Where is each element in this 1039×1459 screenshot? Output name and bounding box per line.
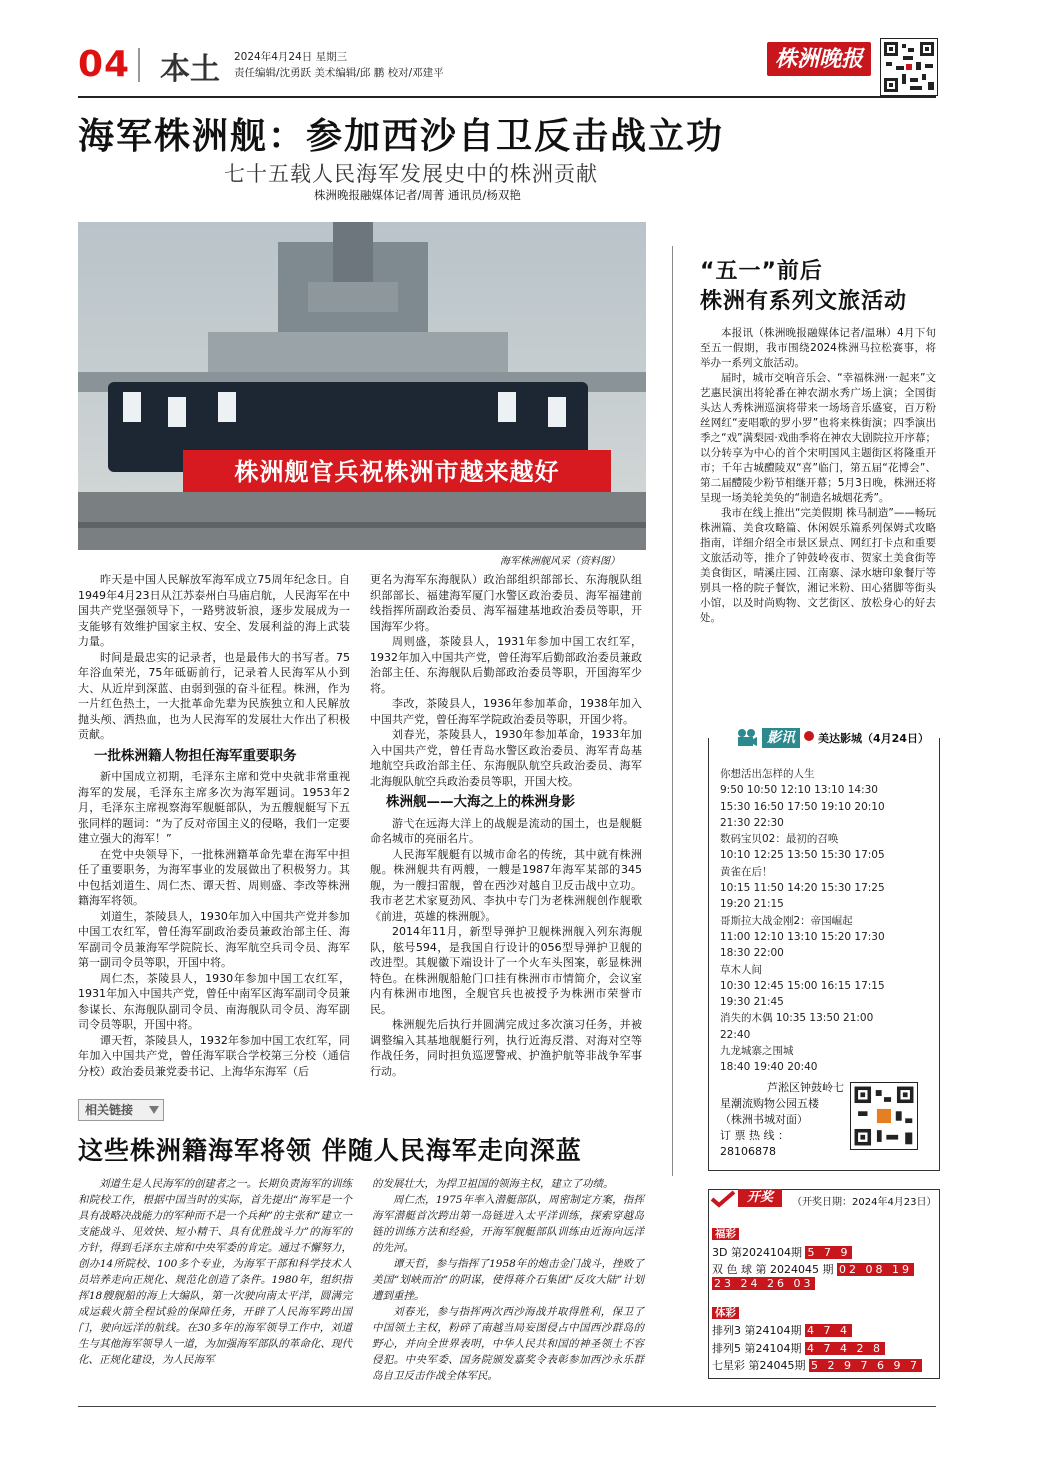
paragraph: 的发展壮大，为捍卫祖国的领海主权，建立了功绩。 bbox=[372, 1178, 614, 1190]
movie-line: 消失的木偶 10:35 13:50 21:00 bbox=[720, 1012, 874, 1025]
qr-code-icon bbox=[880, 38, 938, 96]
lottery-row bbox=[712, 1357, 922, 1373]
paragraph: 刘道生是人民海军的创建者之一。长期负责海军的训练和院校工作，根据中国当时的实际，首先提出“海军是一个具有战略决战能力的军种而不是一个兵种”的主张和“建立一支能战斗、见效快、短小精干、具有优胜战斗力”的海军的方针，得到毛泽东主席和中央军委的肯定。通过不懈努力，创办14所院校、100多个专业，为海军干部和科学技术人员培养走向正规化、规范化创造了条件。1980年，组织指挥18艘舰船的海上大编队，第一次驶向南太平洋，圆满完成运载火箭全程试验的保障任务，开辟了人民海军跨出国门，驶向远洋的航线。在30多年的海军领导工作中，刘道生与其他海军领导人一道，为加强海军部队的革命化、现代化、正规化建设，为人民海军 bbox=[78, 1178, 352, 1366]
paragraph: 昨天是中国人民解放军海军成立75周年纪念日。自1949年4月23日从江苏泰州白马庙启航，人民海军在中国共产党坚强领导下，一路劈波斩浪，逐步发展成为一支能够有效维护国家主权、安全、发展利益的海上武装力量。 bbox=[78, 573, 350, 648]
newspaper-logo: 株洲晚报 bbox=[767, 42, 871, 76]
related-headline: 这些株洲籍海军将领 伴随人民海军走向深蓝 bbox=[78, 1136, 582, 1165]
cinema-address bbox=[720, 1080, 844, 1160]
movie-line: 数码宝贝02：最初的召唤 bbox=[720, 833, 839, 846]
winning-numbers: 4 7 4 2 8 bbox=[807, 1342, 883, 1355]
editors-line: 责任编辑/沈勇跃 美术编辑/邱 鹏 校对/邓建平 bbox=[234, 67, 444, 79]
check-mark-icon bbox=[710, 1190, 736, 1208]
paragraph: 新中国成立初期，毛泽东主席和党中央就非常重视海军的发展，毛泽东主席多次为海军题词。1953年2月，毛泽东主席视察海军舰艇部队，为五艘舰艇写下五张同样的题词：“为了反对帝国主义的侵略，我们一定要建立强大的海军！” bbox=[78, 770, 350, 845]
winning-numbers: 5 2 9 7 6 9 7 bbox=[811, 1359, 920, 1372]
paragraph: 人民海军舰艇有以城市命名的传统，其中就有株洲舰。株洲舰共有两艘，一艘是1987年海军某部的345舰，为一艘扫雷舰，曾在西沙对越自卫反击战中立功。我市老艺术家夏劲风、李执中专门为老株洲舰创作舰歌《前进，英雄的株洲舰》。 bbox=[370, 847, 642, 923]
photo-banner-text: 株洲舰官兵祝株洲市越来越好 bbox=[234, 458, 560, 486]
movie-line: 9:50 10:50 12:10 13:10 14:30 bbox=[720, 784, 878, 797]
cinema-qr-code-icon bbox=[850, 1082, 918, 1150]
ship-crew-photo bbox=[78, 222, 646, 550]
film-camera-icon bbox=[736, 728, 758, 748]
movie-line: 你想活出怎样的人生 bbox=[720, 768, 815, 780]
column-divider bbox=[672, 246, 673, 1176]
row-label: 双 色 球 第 2024045 期 bbox=[712, 1263, 834, 1276]
lead-byline: 株洲晚报融媒体记者/周菁 通讯员/杨双艳 bbox=[314, 188, 521, 202]
paragraph: 在党中央领导下，一批株洲籍革命先辈在海军中担任了重要职务，为海军事业的发展做出了积极努力。其中包括刘道生、周仁杰、谭天哲、周则盛、李改等株洲籍海军将领。 bbox=[78, 847, 350, 907]
row-label: 3D 第2024104期 bbox=[712, 1246, 802, 1259]
movie-line: 18:30 22:00 bbox=[720, 947, 784, 960]
movie-line: 10:10 12:25 13:50 15:30 17:05 bbox=[720, 849, 885, 862]
row-label: 七星彩 第24045期 bbox=[712, 1359, 806, 1372]
cinema-name: 美达影城（4月24日） bbox=[818, 732, 929, 745]
winning-numbers: 23 24 26 03 bbox=[714, 1277, 814, 1290]
paragraph: 刘春光，茶陵县人，1930年参加革命，1933年加入中国共产党，曾任青岛水警区政治委员、海军青岛基地航空兵政治部主任、东海舰队航空兵政治委员、海军北海舰队航空兵政治委员等职，开国大校。 bbox=[370, 728, 642, 788]
movie-line: 15:30 16:50 17:50 19:10 20:10 bbox=[720, 800, 885, 813]
group-label: 福彩 bbox=[712, 1228, 739, 1240]
lottery-row bbox=[712, 1244, 852, 1260]
header-divider bbox=[138, 48, 140, 82]
sidebar-title-line-1: “五一”前后 bbox=[700, 259, 823, 284]
group-label: 体彩 bbox=[712, 1307, 739, 1319]
lottery-row bbox=[712, 1261, 914, 1277]
paragraph: 周仁杰，茶陵县人，1930年参加中国工农红军，1931年加入中国共产党，曾任中南军区海军副司令员兼参谋长、东海舰队副司令员、南海舰队司令员、海军副司令员等职，开国中将。 bbox=[78, 971, 350, 1031]
address-line: （株洲书城对面） bbox=[720, 1113, 808, 1126]
movie-line: 11:00 12:10 13:10 15:20 17:30 bbox=[720, 930, 885, 943]
paragraph: 李改，茶陵县人，1936年参加革命，1938年加入中国共产党，曾任海军学院政治委员等职，开国少将。 bbox=[370, 697, 642, 726]
paragraph: 谭天哲，参与指挥了1958年的炮击金门战斗，挫败了美国“划峡而治”的阴谋，使得蒋介石集团“反攻大陆”计划遭到重挫。 bbox=[372, 1258, 644, 1302]
movie-line: 黄雀在后！ bbox=[720, 865, 773, 878]
address-line: 芦淞区钟鼓岭七 bbox=[767, 1081, 844, 1094]
lottery-row bbox=[712, 1340, 885, 1356]
address-line: 星潮流购物公园五楼 bbox=[720, 1097, 819, 1110]
date-line: 2024年4月24日 星期三 bbox=[234, 51, 348, 63]
paragraph: 更名为海军东海舰队）政治部组织部部长、东海舰队组织部部长、福建海军厦门水警区政治委员、海军福建前线指挥所副政治委员、海军福建基地政治委员等职，开国海军少将。 bbox=[370, 573, 642, 633]
sidebar-body bbox=[700, 326, 936, 626]
paragraph: 周仁杰，1975年率入潜艇部队，周密制定方案，指挥海军潜艇首次跨出第一岛链进入太平洋训练，探索穿越岛链的训练方法和经验，开海军舰艇部队训练由近海向远洋的先河。 bbox=[372, 1194, 644, 1254]
subheading: 株洲舰——大海之上的株洲身影 bbox=[386, 794, 575, 810]
movie-line: 18:40 19:40 20:40 bbox=[720, 1061, 818, 1074]
lottery-row bbox=[712, 1322, 852, 1338]
lottery-group-welfare bbox=[712, 1226, 739, 1241]
winning-numbers: 02 08 19 bbox=[838, 1263, 912, 1276]
movie-line: 10:30 12:45 15:00 16:15 17:15 bbox=[720, 979, 885, 992]
paragraph: 届时，城市交响音乐会、“幸福株洲·一起来”文艺惠民演出将轮番在神农湖水秀广场上演；全国街头达人秀株洲巡演将带来一场场音乐盛宴，百万粉丝网红“麦唱歌的罗小罗”也将来株街演；四季演出季之“戏”满梨园·戏曲季将在神农大剧院拉开序幕；以分转享为中心的首个宋明国风主题街区将隆重开市；千年古城醴陵双“喜”临门，第五届“花博会”、第二届醴陵少粉节相继开幕；5月3日晚，株洲还将呈现一场美轮美奂的“制造名城烟花秀”。 bbox=[700, 372, 936, 504]
page-number: 04 bbox=[78, 44, 131, 85]
paragraph: 刘道生，茶陵县人，1930年加入中国共产党并参加中国工农红军，曾任海军副政治委员兼政治部主任、海军副司令员兼海军学院院长、海军航空兵司令员、海军第一副司令员等职，开国中将。 bbox=[78, 909, 350, 969]
triangle-down-icon bbox=[149, 1106, 159, 1114]
paragraph: 游弋在远海大洋上的战舰是流动的国土，也是舰艇命名城市的亮丽名片。 bbox=[370, 816, 642, 845]
footer-rule bbox=[78, 1406, 936, 1407]
paragraph: 株洲舰先后执行并圆满完成过多次演习任务，并被调整编入其基地舰艇行列，执行近海反潜、对海对空等作战任务，同时担负巡逻警戒、护渔护航等非战争军事行动。 bbox=[370, 1018, 642, 1078]
lottery-header bbox=[706, 1188, 790, 1210]
lead-subhead: 七十五载人民海军发展史中的株洲贡献 bbox=[224, 162, 598, 186]
ticket-phone: 28106878 bbox=[720, 1145, 776, 1158]
movie-badge: 影讯 bbox=[762, 728, 800, 748]
subheading: 一批株洲籍人物担任海军重要职务 bbox=[94, 747, 297, 764]
related-tag-label: 相关链接 bbox=[85, 1103, 134, 1117]
movie-line: 19:20 21:15 bbox=[720, 898, 784, 911]
paragraph: 本报讯（株洲晚报融媒体记者/温琳）4月下旬至五一假期，我市围绕2024株洲马拉松赛事，将举办一系列文旅活动。 bbox=[700, 327, 936, 369]
paragraph: 周则盛，茶陵县人，1931年参加中国工农红军，1932年加入中国共产党，曾任海军后勤部政治委员兼政治部主任、东海舰队后勤部政治委员等职，开国海军少将。 bbox=[370, 635, 642, 695]
sidebar-title-line-2: 株洲有系列文旅活动 bbox=[700, 289, 908, 314]
movie-line: 10:15 11:50 14:20 15:30 17:25 bbox=[720, 882, 885, 895]
movie-box-header bbox=[708, 728, 939, 750]
lead-headline: 海军株洲舰：参加西沙自卫反击战立功 bbox=[78, 116, 725, 157]
movie-line: 22:40 bbox=[720, 1028, 751, 1041]
movie-line: 草木人间 bbox=[720, 963, 762, 976]
address-line: 订 票 热 线 ： bbox=[720, 1129, 789, 1142]
dot-icon bbox=[804, 731, 814, 741]
movie-schedule bbox=[720, 766, 885, 1076]
movie-line: 九龙城寨之围城 bbox=[720, 1045, 794, 1058]
row-label: 排列3 第24104期 bbox=[712, 1324, 802, 1337]
related-column-2 bbox=[372, 1176, 644, 1384]
lottery-row bbox=[712, 1277, 815, 1290]
section-name: 本土 bbox=[160, 52, 220, 87]
movie-line: 21:30 22:30 bbox=[720, 816, 784, 829]
movie-line: 哥斯拉大战金刚2：帝国崛起 bbox=[720, 914, 853, 927]
winning-numbers: 5 7 9 bbox=[807, 1246, 851, 1259]
movie-line: 19:30 21:45 bbox=[720, 996, 784, 1009]
paragraph: 刘春光，参与指挥两次西沙海战并取得胜利，保卫了中国领土主权，粉碎了南越当局妄图侵占中国西沙群岛的野心，并向全世界表明，中华人民共和国的神圣领土不容侵犯。中央军委、国务院颁发嘉奖令表彰参加西沙永乐群岛自卫反击作战全体军民。 bbox=[372, 1306, 644, 1382]
paragraph: 谭天哲，茶陵县人，1932年参加中国工农红军，同年加入中国共产党，曾任海军联合学校第三分校（通信分校）政治委员兼党委书记、上海华东海军（后 bbox=[78, 1033, 350, 1078]
paragraph: 2014年11月，新型导弹护卫舰株洲舰入列东海舰队，舷号594，是我国自行设计的056型导弹护卫舰的改进型。其舰徽下端设计了一个火车头图案，彰显株洲特色。在株洲舰船舱门口挂有株洲市市情简介，会议室内有株洲市地图，全舰官兵也被授予为株洲市荣誉市民。 bbox=[370, 925, 642, 1016]
photo-caption: 海军株洲舰风采（资料图） bbox=[500, 556, 620, 567]
paragraph: 我市在线上推出“完美假期 株马制造”——畅玩株洲篇、美食攻略篇、休闲娱乐篇系列保姆式攻略指南，详细介绍全市景区景点、网红打卡点和重要文旅活动等，推介了钟鼓岭夜市、贺家土美食街等美食街区，晴溪庄园、江南寨、渌水塘印象餐厅等别具一格的院子餐饮，湘记米粉、田心猪脚等街头小馆，以及时尚购物、文艺街区、放松身心的好去处。 bbox=[700, 507, 936, 624]
lottery-title: 开奖 bbox=[738, 1189, 782, 1207]
lottery-date: （开奖日期：2024年4月23日） bbox=[792, 1197, 937, 1208]
related-column-1 bbox=[78, 1176, 352, 1368]
paragraph: 时间是最忠实的记录者，也是最伟大的书写者。75年浴血荣光，75年砥砺前行，记录着人民海军从小到大、从近岸到深蓝、由弱到强的奋斗征程。株洲，作为一片红色热土，一大批革命先辈为民族独立和人民解放抛头颅、洒热血，也为人民海军的发展壮大作出了积极贡献。 bbox=[78, 650, 350, 741]
header-rule bbox=[78, 96, 936, 98]
related-link-tag bbox=[78, 1099, 164, 1121]
lottery-group-sports bbox=[712, 1305, 739, 1320]
row-label: 排列5 第24104期 bbox=[712, 1342, 802, 1355]
lead-column-1 bbox=[78, 572, 350, 1079]
lead-column-2 bbox=[370, 572, 642, 1079]
winning-numbers: 4 7 4 bbox=[807, 1324, 850, 1337]
